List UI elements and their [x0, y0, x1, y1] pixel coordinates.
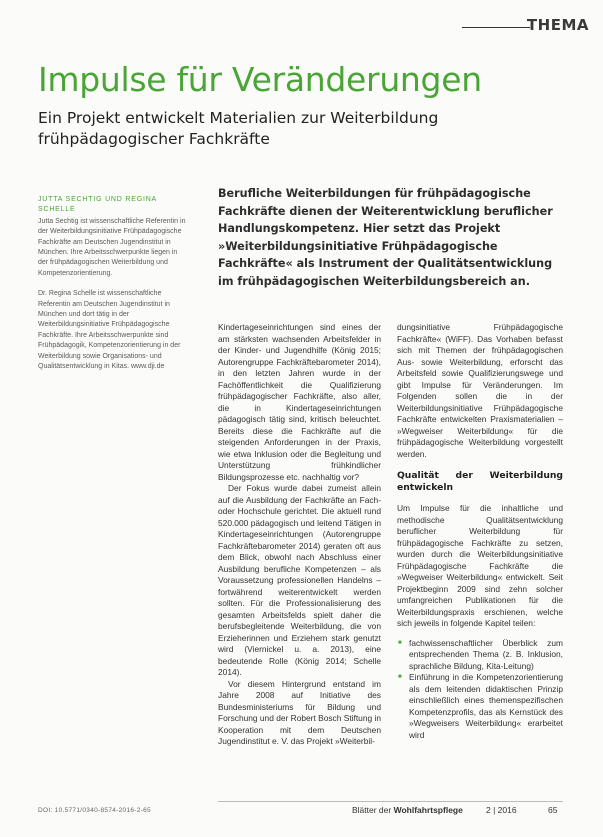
section-heading: Qualität der Weiterbildung entwickeln	[397, 470, 563, 493]
author-bio-2: Dr. Regina Schelle ist wissenschaftliche Referentin am Deutschen Jugendinstitut in München und dort tätig in der Weiterbildungsinitiative Frühpädagogische Fachkräfte. Ihre Arbeitsschwerpunkte sind Frühpädagogik, Kompetenzorientierung in der Weiterbildung sowie Organisations- und Qualitätsentwicklung in Kitas. www.dji.de	[38, 290, 181, 371]
journal-name-plain: Blätter der	[352, 805, 394, 815]
bullet-list	[397, 638, 563, 742]
bullet-item: ■ Einführung in die Kompetenzorientierung als dem leitenden didaktischen Prinzip einschließlich eines themenspezifischen Kompetenzprofils, das als Kernstück des »Wegweisers Weiterbildung« erarbeitet wird	[397, 672, 563, 741]
body-paragraph: Kindertageseinrichtungen sind eines der am stärksten wachsenden Arbeitsfelder in der Kinder- und Jugendhilfe (König 2015; Autorengruppe Fachkräftebarometer 2014), in den letzten Jahren wurde in der Fachöffentlichkeit die Qualifizierung frühpädagogischer Fachkräfte, also aller, die in Kindertageseinrichtungen pädagogisch tätig sind, kritisch beleuchtet. Bereits diese die Fachkräfte auf die steigenden Anforderungen in der Praxis, wie etwa Inklusion oder die Begleitung und Unterstützung frühkindlicher Bildungsprozesse etc. nachhaltig vor?	[218, 322, 381, 482]
article-subtitle: Ein Projekt entwickelt Materialien zur Weiterbildung frühpädagogischer Fachkräfte	[38, 109, 439, 148]
lead-paragraph: Berufliche Weiterbildungen für frühpädagogische Fachkräfte dienen der Weiterentwicklung beruflicher Handlungskompetenz. Hier setzt das Projekt »Weiterbildungsinitiative Frühpädagogische Fachkräfte« als Instrument der Qualitätsentwicklung im frühpädagogischen Weiterbildungsbereich an.	[218, 187, 553, 288]
doi-text: DOI: 10.5771/0340-8574-2016-2-65	[38, 807, 151, 814]
body-column-2	[397, 322, 563, 741]
journal-name	[352, 805, 463, 815]
page-number: 65	[548, 805, 558, 815]
bullet-item: ■ fachwissenschaftlicher Überblick zum entsprechenden Thema (z. B. Inklusion, sprachliche Bildung, Kita-Leitung)	[397, 638, 563, 673]
issue-number: 2 | 2016	[486, 805, 517, 815]
footer-rule	[218, 801, 563, 802]
article-title: Impulse für Veränderungen	[38, 60, 482, 99]
author-bio-1: Jutta Sechtig ist wissenschaftliche Referentin in der Weiterbildungsinitiative Frühpädagogische Fachkräfte am Deutschen Jugendinstitut in München. Ihre Arbeitsschwerpunkte liegen in der frühpädagogischen Weiterbildung und Kompetenzorientierung.	[38, 217, 186, 277]
header-rule	[462, 27, 530, 28]
journal-name-bold: Wohlfahrtspflege	[393, 805, 463, 815]
body-column-1	[218, 322, 381, 748]
body-paragraph: Der Fokus wurde dabei zumeist allein auf die Ausbildung der Fachkräfte an Fach- oder Hochschule gerichtet. Die aktuell rund 520.000 pädagogisch und leitend Tätigen in Kindertageseinrichtungen (Autorengruppe Fachkräftebarometer 2014) geraten oft aus dem Blick, obwohl nach Abschluss einer Ausbildung berufliche Kompetenzen – als Voraussetzung professionellen Handelns – fortwährend weiterentwickelt werden sollten. Für die Professionalisierung des gesamten Arbeitsfelds spielt daher die berufsbegleitende Weiterbildung, die von Erzieherinnen und Erziehern stark genutzt wird (Viernickel u. a. 2013), eine bedeutende Rolle (König 2014; Schelle 2014).	[218, 483, 381, 677]
body-paragraph: dungsinitiative Frühpädagogische Fachkräfte« (WiFF). Das Vorhaben befasst sich mit Themen der frühpädagogischen Aus- sowie Weiterbildung, erforscht das Arbeitsfeld sowie Qualifizierungswege und gibt Impulse für Veränderungen. Im Folgenden sollen die in der Weiterbildungsinitiative Frühpädagogische Fachkräfte entwickelten Praxismaterialien – »Wegweiser Weiterbildung« für die frühpädagogische Weiterbildung vorgestellt werden.	[397, 322, 563, 459]
author-sidebar	[38, 195, 188, 383]
section-label: THEMA	[526, 16, 589, 34]
author-names: JUTTA SECHTIG UND REGINA SCHELLE	[38, 196, 157, 214]
body-paragraph: Vor diesem Hintergrund entstand im Jahre 2008 auf Initiative des Bundesministeriums für Bildung und Forschung und der Robert Bosch Stiftung in Kooperation mit dem Deutschen Jugendinstitut e. V. das Projekt »Weiterbil-	[218, 678, 381, 746]
body-paragraph: Um Impulse für die inhaltliche und methodische Qualitätsentwicklung beruflicher Weiterbildung für frühpädagogische Fachkräfte zu setzen, wurden durch die Weiterbildungsinitiative Frühpädagogische Fachkräfte die »Wegweiser Weiterbildung« entwickelt. Seit Projektbeginn 2009 sind zehn solcher umfangreichen Publikationen für die Weiterbildungspraxis erschienen, welche sich jeweils in folgende Kapitel teilen:	[397, 503, 563, 628]
